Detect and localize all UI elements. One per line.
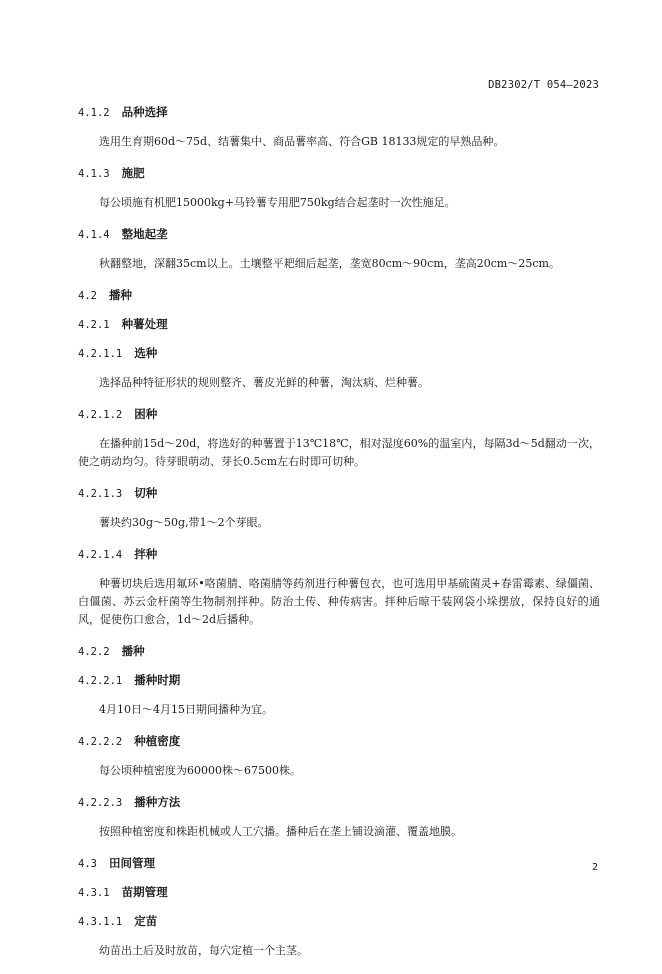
section-number: 4.1.4 — [78, 229, 110, 241]
body-paragraph: 秋翻整地，深翻35cm以上。土壤整平耙细后起垄，垄宽80cm～90cm，垄高20cm～25cm。 — [99, 257, 560, 270]
section-number: 4.2.2.3 — [78, 797, 123, 809]
body-paragraph: 薯块约30g～50g,带1～2个芽眼。 — [99, 516, 269, 529]
section-title: 播种时期 — [134, 673, 181, 687]
section-title: 定苗 — [134, 914, 158, 928]
section-number: 4.1.3 — [78, 168, 110, 180]
section-number: 4.2.1.3 — [78, 488, 123, 500]
section-number: 4.2.1.2 — [78, 409, 123, 421]
document-code-header: DB2302/T 054—2023 — [488, 79, 599, 91]
section-title: 选种 — [134, 346, 158, 360]
section-number: 4.3.1 — [78, 887, 110, 899]
section-heading — [78, 226, 600, 243]
section-heading — [78, 855, 600, 872]
body-paragraph: 每公顷施有机肥15000kg+马铃薯专用肥750kg结合起垄时一次性施足。 — [99, 196, 456, 209]
body-paragraph: 选用生育期60d～75d、结薯集中、商品薯率高、符合GB 18133规定的早熟品种。 — [99, 135, 505, 148]
section-number: 4.2.2 — [78, 646, 110, 658]
section-title: 播种方法 — [134, 795, 181, 809]
section-heading — [78, 287, 600, 304]
section-number: 4.1.2 — [78, 107, 110, 119]
page-number: 2 — [591, 862, 598, 873]
section-number: 4.2 — [78, 290, 97, 302]
section-heading — [78, 913, 600, 930]
section-heading — [78, 643, 600, 660]
document-body — [78, 104, 600, 974]
section-heading — [78, 485, 600, 502]
section-title: 种植密度 — [134, 734, 181, 748]
body-paragraph: 选择品种特征形状的规则整齐、薯皮光鲜的种薯，淘汰病、烂种薯。 — [99, 376, 429, 389]
section-heading — [78, 733, 600, 750]
section-title: 整地起垄 — [121, 227, 168, 241]
section-title: 种薯处理 — [121, 317, 168, 331]
section-heading — [78, 345, 600, 362]
section-heading — [78, 165, 600, 182]
section-heading — [78, 546, 600, 563]
section-title: 拌种 — [134, 547, 158, 561]
section-heading — [78, 104, 600, 121]
section-title: 苗期管理 — [121, 885, 168, 899]
section-title: 困种 — [134, 407, 158, 421]
body-paragraph: 在播种前15d～20d，将选好的种薯置于13℃18℃，相对湿度60%的温室内，每隔3d～5d翻动一次，使之萌动均匀。待芽眼萌动、芽长0.5cm左右时即可切种。 — [78, 437, 600, 468]
body-paragraph: 按照种植密度和株距机械或人工穴播。播种后在垄上铺设滴灌、覆盖地膜。 — [99, 825, 462, 838]
section-number: 4.3.1.1 — [78, 916, 123, 928]
section-title: 播种 — [121, 644, 145, 658]
section-title: 品种选择 — [121, 105, 168, 119]
section-heading — [78, 672, 600, 689]
section-heading — [78, 884, 600, 901]
body-paragraph: 4月10日～4月15日期间播种为宜。 — [99, 703, 273, 716]
section-title: 切种 — [134, 486, 158, 500]
section-number: 4.3 — [78, 858, 97, 870]
section-number: 4.2.2.1 — [78, 675, 123, 687]
section-title: 施肥 — [121, 166, 145, 180]
section-title: 播种 — [108, 288, 132, 302]
body-paragraph: 种薯切块后选用氟环•咯菌腈、咯菌腈等药剂进行种薯包衣，也可选用甲基硫菌灵+春雷霉素、绿僵菌、白僵菌、苏云金杆菌等生物制剂拌种。防治土传、种传病害。拌种后晾干装网袋小垛摆放，保持良好的通风，促使伤口愈合，1d～2d后播种。 — [78, 577, 600, 626]
section-number: 4.2.2.2 — [78, 736, 123, 748]
section-heading — [78, 794, 600, 811]
section-number: 4.2.1.1 — [78, 348, 123, 360]
body-paragraph: 幼苗出土后及时放苗，每穴定植一个主茎。 — [99, 944, 308, 957]
section-number: 4.2.1.4 — [78, 549, 123, 561]
body-paragraph: 每公顷种植密度为60000株～67500株。 — [99, 764, 301, 777]
section-heading — [78, 316, 600, 333]
section-heading — [78, 406, 600, 423]
section-title: 田间管理 — [108, 856, 155, 870]
section-number: 4.2.1 — [78, 319, 110, 331]
